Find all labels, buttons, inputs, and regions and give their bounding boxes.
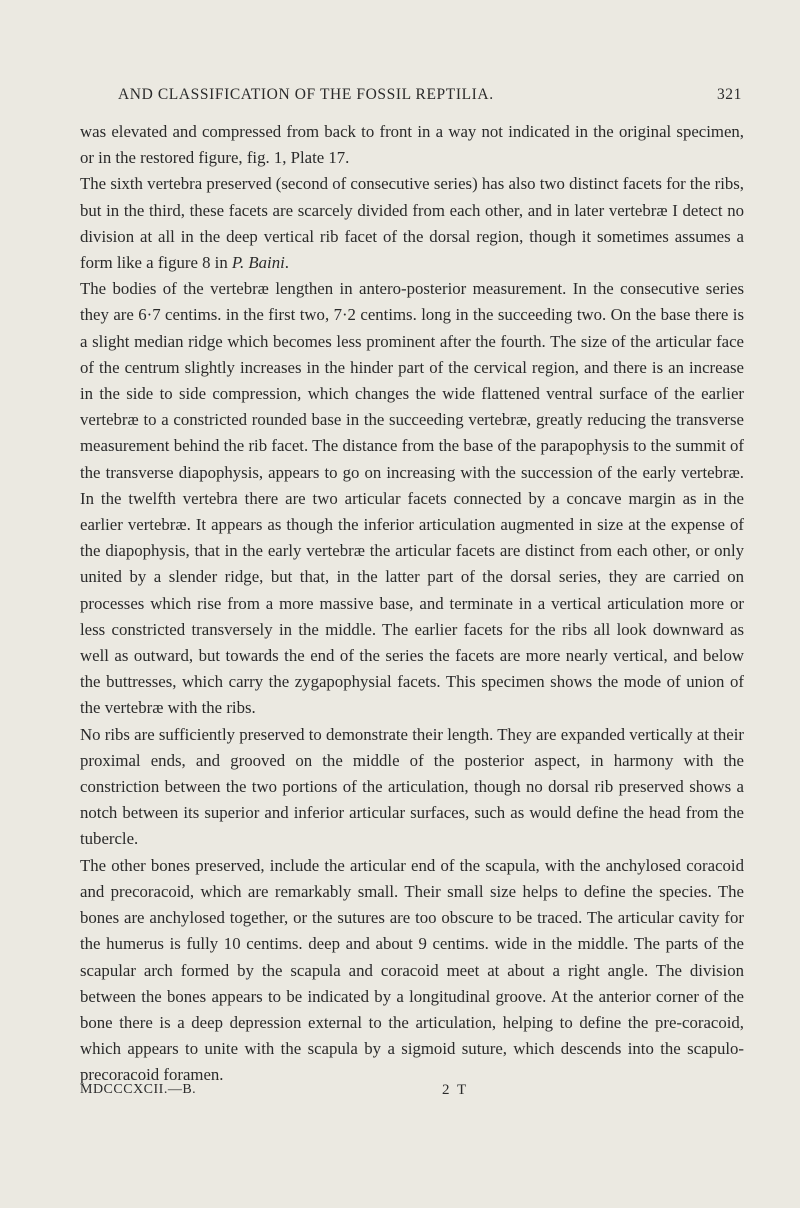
paragraph: The bodies of the vertebræ lengthen in antero-posterior measurement. In the consecutive series they are 6·7 centims. in the first two, 7·2 centims. long in the succeeding two. On the base there is a slight median ridge which becomes less prominent after the fourth. The size of the articular face of the centrum slightly increases in the hinder part of the cervical region, and there is an increase in the side to side compression, which changes the wide flattened ventral surface of the earlier vertebræ to a constricted rounded base in the succeeding vertebræ, greatly reducing the transverse measurement behind the rib facet. The distance from the base of the parapophysis to the summit of the transverse diapophysis, appears to go on increasing with the succession of the early vertebræ. In the twelfth vertebra there are two articular facets connected by a concave margin as in the earlier vertebræ. It appears as though the inferior articulation augmented in size at the expense of the diapophysis, that in the early vertebræ the articular facets are distinct from each other, or only united by a slender ridge, but that, in the latter part of the dorsal series, they are carried on processes which rise from a more massive base, and terminate in a vertical articulation more or less constricted transversely in the middle. The earlier facets for the ribs all look downward as well as outward, but towards the end of the series the facets are more nearly vertical, and below the buttresses, which carry the zygapophysial facets. This specimen shows the mode of union of the vertebræ with the ribs. bbox=[80, 279, 744, 718]
paragraph: The other bones preserved, include the articular end of the scapula, with the anchylosed coracoid and precoracoid, which are remarkably small. Their small size helps to define the species. The bones are anchylosed together, or the sutures are too obscure to be traced. The articular cavity for the humerus is fully 10 centims. deep and about 9 centims. wide in the middle. The parts of the scapular arch formed by the scapula and coracoid meet at about a right angle. The division between the bones appears to be indicated by a longitudinal groove. At the anterior corner of the bone there is a deep depression external to the articulation, helping to define the pre-coracoid, which appears to unite with the scapula by a sigmoid suture, which descends into the scapulo-precoracoid foramen. bbox=[80, 855, 744, 1085]
signature-mark: MDCCCXCII.—B. bbox=[80, 1082, 197, 1097]
paragraph: was elevated and compressed from back to front in a way not indicated in the original specimen, or in the restored figure, fig. 1, Plate 17. bbox=[80, 122, 744, 168]
paragraph: The sixth vertebra preserved (second of consecutive series) has also two distinct facets for the ribs, but in the third, these facets are scarcely divided from each other, and in later vertebræ I detect no division at all in the deep vertical rib facet of the dorsal region, though it sometimes assumes a form like a figure 8 in P. Baini. bbox=[80, 174, 744, 273]
body-text bbox=[80, 119, 744, 1089]
gathering-mark: 2 T bbox=[442, 1082, 469, 1098]
page-number: 321 bbox=[716, 86, 742, 103]
page-footer bbox=[80, 1082, 744, 1104]
running-title: AND CLASSIFICATION OF THE FOSSIL REPTILIA. bbox=[118, 86, 494, 103]
running-header bbox=[118, 86, 742, 110]
paragraph: No ribs are sufficiently preserved to demonstrate their length. They are expanded vertically at their proximal ends, and grooved on the middle of the posterior aspect, in harmony with the constriction between the two portions of the articulation, though no dorsal rib preserved shows a notch between its superior and inferior articular surfaces, such as would define the head from the tubercle. bbox=[80, 724, 744, 849]
species-name: P. Baini bbox=[231, 253, 285, 273]
